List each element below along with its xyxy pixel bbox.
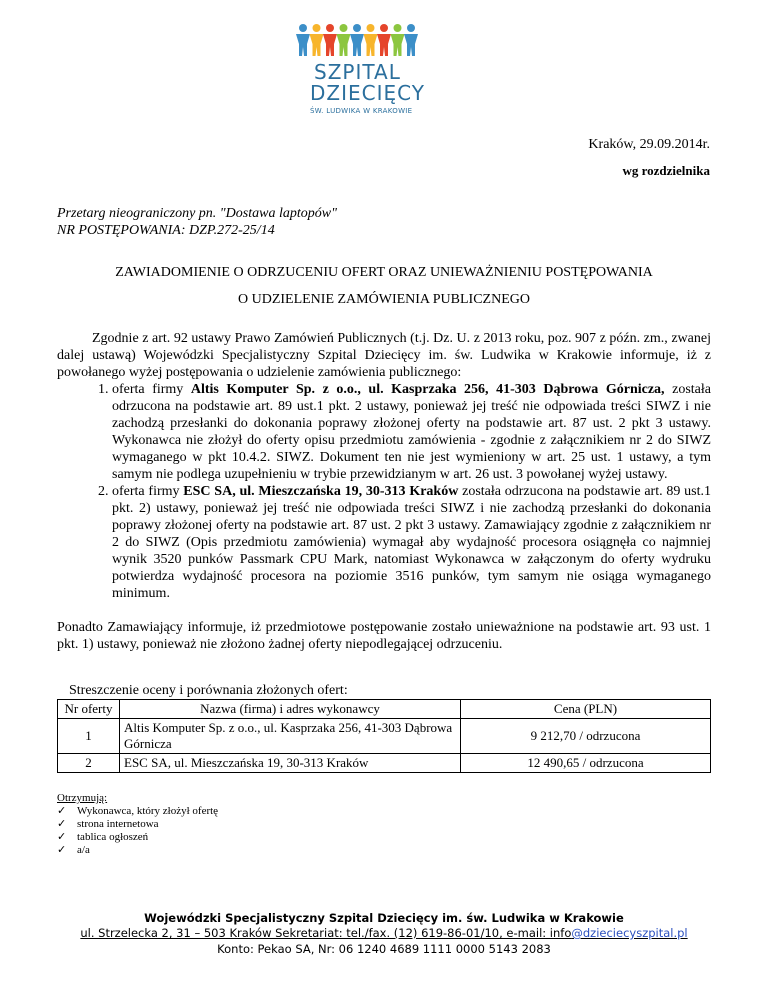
footer-address-text: ul. Strzelecka 2, 31 – 503 Kraków Sekretariat: tel./fax. (12) 619-86-01/10, e-mail: info — [80, 926, 572, 940]
list-item — [57, 805, 218, 818]
list-item — [112, 483, 711, 602]
cell-contractor: ESC SA, ul. Mieszczańska 19, 30-313 Kraków — [120, 754, 461, 773]
document-date: Kraków, 29.09.2014r. — [588, 137, 710, 152]
checkmark-icon: ✓ — [57, 805, 67, 817]
notice-body — [57, 330, 711, 653]
notice-heading-line-1: ZAWIADOMIENIE O ODRZUCENIU OFERT ORAZ UNIEWAŻNIENIU POSTĘPOWANIA — [115, 265, 653, 280]
email-link[interactable]: @dzieciecyszpital.pl — [571, 926, 688, 940]
table-row — [58, 719, 711, 754]
logo-line-3: ŚW. LUDWIKA W KRAKOWIE — [310, 107, 413, 115]
logo-line-1: SZPITAL — [314, 60, 401, 84]
recipients-list — [57, 805, 218, 857]
child-figure-icon — [404, 24, 418, 56]
followup-paragraph: Ponadto Zamawiający informuje, iż przedmiotowe postępowanie zostało unieważnione na podstawie art. 93 ust. 1 pkt. 1) ustawy, ponieważ nie złożono żadnej oferty niepodlegającej odrzuceniu. — [57, 620, 711, 652]
checkmark-icon: ✓ — [57, 831, 67, 843]
checkmark-icon: ✓ — [57, 818, 67, 830]
header-offer-no: Nr oferty — [58, 700, 120, 719]
item-company: Altis Komputer Sp. z o.o., ul. Kasprzaka 256, 41-303 Dąbrowa Górnicza, — [190, 382, 665, 397]
list-item — [57, 818, 218, 831]
item-company: ESC SA, ul. Mieszczańska 19, 30-313 Kraków — [183, 484, 459, 499]
rejected-offers-list — [57, 381, 711, 602]
cell-offer-no: 1 — [58, 719, 120, 754]
table-title: Streszczenie oceny i porównania złożonych ofert: — [69, 683, 348, 698]
child-figure-icon — [323, 24, 337, 56]
footer-bank-account: Konto: Pekao SA, Nr: 06 1240 4689 1111 0000 5143 2083 — [217, 942, 551, 956]
child-figure-icon — [350, 24, 364, 56]
child-figure-icon — [337, 24, 351, 56]
offers-table — [57, 699, 711, 773]
child-figure-icon — [296, 24, 310, 56]
cell-price: 9 212,70 / odrzucona — [461, 719, 711, 754]
tender-number: NR POSTĘPOWANIA: DZP.272-25/14 — [57, 223, 275, 238]
table-header-row — [58, 700, 711, 719]
recipient-label: a/a — [77, 844, 90, 856]
item-prefix: oferta firmy — [112, 382, 191, 397]
tender-info — [57, 205, 337, 239]
notice-heading-line-2: O UDZIELENIE ZAMÓWIENIA PUBLICZNEGO — [237, 292, 530, 307]
list-item — [57, 831, 218, 844]
checkmark-icon: ✓ — [57, 844, 67, 856]
recipient-label: Wykonawca, który złożył ofertę — [77, 805, 219, 817]
header-price: Cena (PLN) — [461, 700, 711, 719]
footer-address — [0, 926, 768, 940]
recipient-label: strona internetowa — [77, 818, 159, 830]
item-text: została odrzucona na podstawie art. 89 ust.1 pkt. 2 ustawy, ponieważ jej treść nie odpowiada treści SIWZ i nie zachodzą przesłanki do dokonania poprawy złożonej oferty na podstawie art. 87 ust. 2 pkt 3 ustawy. Wykonawca nie złożył do oferty opisu przedmiotu zamówienia - zgodnie z załącznikiem nr 2 do SIWZ wymaganego w pkt 10.4.2. SIWZ. Dokument ten nie jest wymieniony w art. 25 ust. 1 ustawy, a tym samym nie podlega uzupełnieniu w trybie przewidzianym w art. 26 ust. 3 powołanej wyżej ustawy. — [112, 382, 711, 482]
list-item — [112, 381, 711, 483]
hospital-logo — [288, 22, 428, 117]
footer-hospital-name: Wojewódzki Specjalistyczny Szpital Dziecięcy im. św. Ludwika w Krakowie — [144, 911, 624, 925]
item-prefix: oferta firmy — [112, 484, 184, 499]
item-text: została odrzucona na podstawie art. 89 ust.1 pkt. 2) ustawy, ponieważ jej treść nie odpowiada treści SIWZ i nie zachodzą przesłanki do dokonania poprawy złożonej oferty na podstawie art. 87 ust. 2 pkt 3 ustawy. Zamawiający zgodnie z załącznikiem nr 2 do SIWZ (Opis przedmiotu zamówienia) wymagał aby wydajność procesora osiągnęła co najmniej wynik 3520 punków Passmark CPU Mark, natomiast Wykonawca w załączonym do oferty wydruku potwierdza wydajność procesora na poziomie 3516 punków, tym samym nie osiąga wymaganego minimum. — [112, 484, 711, 601]
recipients-block — [57, 792, 218, 857]
recipient-line: wg rozdzielnika — [622, 163, 710, 178]
child-figure-icon — [377, 24, 391, 56]
table-row — [58, 754, 711, 773]
header-contractor: Nazwa (firma) i adres wykonawcy — [120, 700, 461, 719]
tender-title: Przetarg nieograniczony pn. "Dostawa laptopów" — [57, 206, 337, 221]
list-item — [57, 844, 218, 857]
child-figure-icon — [364, 24, 378, 56]
cell-contractor: Altis Komputer Sp. z o.o., ul. Kasprzaka 256, 41-303 Dąbrowa Górnicza — [120, 719, 461, 754]
intro-paragraph: Zgodnie z art. 92 ustawy Prawo Zamówień Publicznych (t.j. Dz. U. z 2013 roku, poz. 907 z późn. zm., zwanej dalej ustawą) Wojewódzki Specjalistyczny Szpital Dziecięcy im. św. Ludwika w Krakowie informuje, iż z powołanego wyżej postępowania o udzielenie zamówienia publicznego: — [57, 331, 711, 380]
child-figure-icon — [391, 24, 405, 56]
logo-line-2: DZIECIĘCY — [310, 81, 425, 105]
cell-offer-no: 2 — [58, 754, 120, 773]
cell-price: 12 490,65 / odrzucona — [461, 754, 711, 773]
recipients-title: Otrzymują: — [57, 792, 108, 804]
children-figures-icon — [296, 22, 420, 58]
recipient-label: tablica ogłoszeń — [77, 831, 149, 843]
child-figure-icon — [310, 24, 324, 56]
